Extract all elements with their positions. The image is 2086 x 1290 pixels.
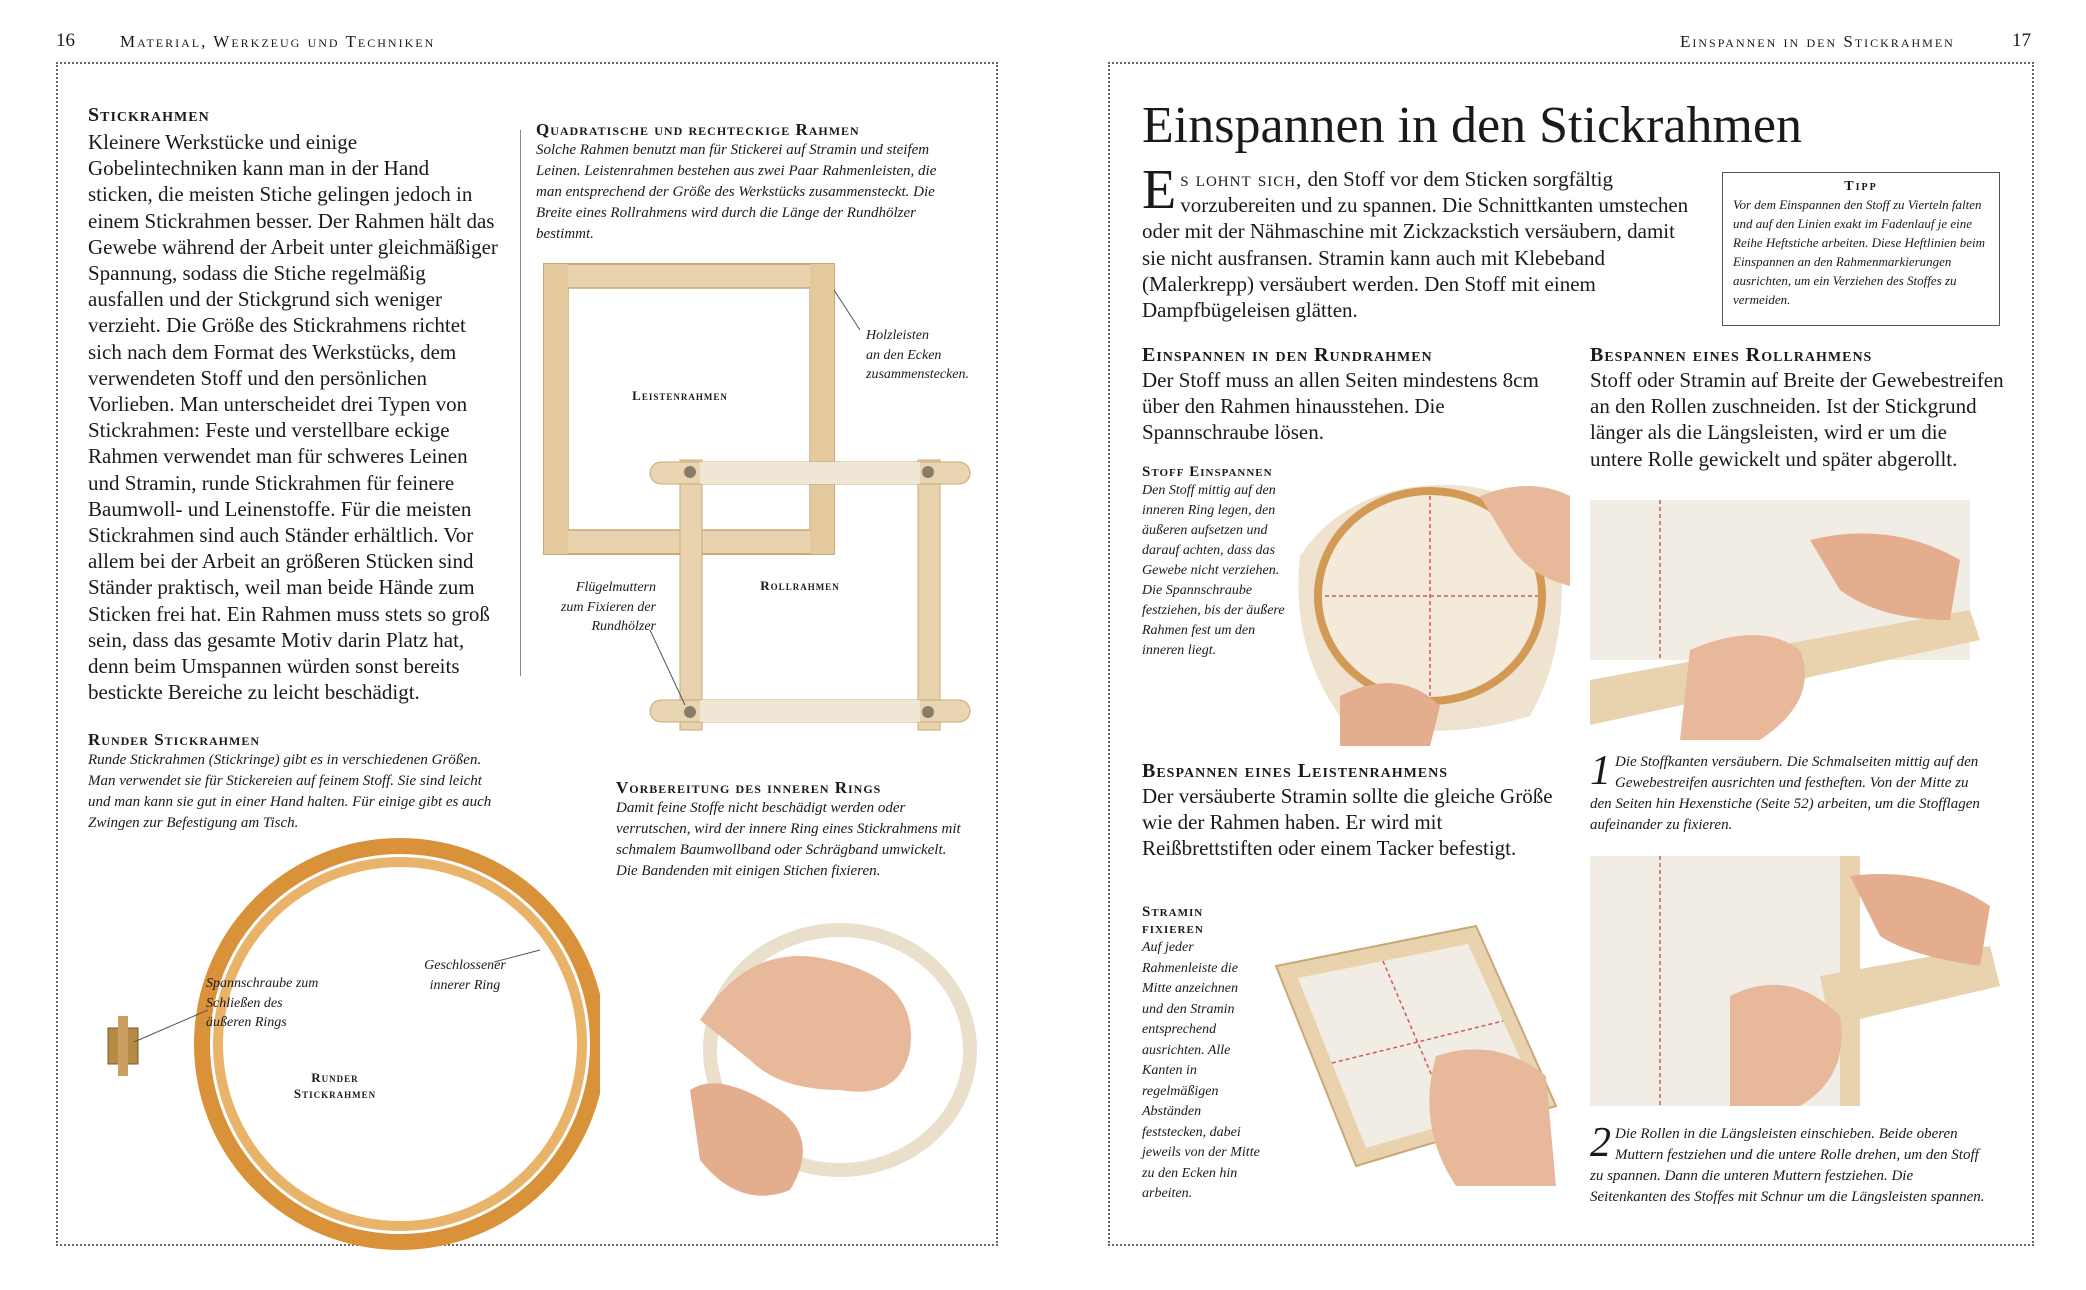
- page-number-right: 17: [2012, 30, 2031, 51]
- step2-photo: [1590, 856, 2000, 1106]
- hoop-illustration: [100, 820, 600, 1270]
- stramin-heading: Stramin fixieren: [1142, 904, 1204, 937]
- running-head-right: Einspannen in den Stickrahmen: [1680, 32, 1955, 51]
- rollrahmen-label: Rollrahmen: [760, 578, 840, 593]
- stoff-einspannen-heading: Stoff Einspannen: [1142, 464, 1273, 480]
- geschlossener-note: Geschlossener innerer Ring: [424, 958, 506, 993]
- step1-number: 1: [1590, 748, 1611, 794]
- frames-illustration: [530, 250, 990, 740]
- intro-text: den Stoff vor dem Sticken sorgfältig vorzubereiten und zu spannen. Die Schnittkanten umstechen oder mit der Nähmaschine mit Zickzackstich versäubern, damit sie nicht ausfransen. Stramin kann auch mit Klebeband (Malerkrepp) versäubert werden. Den Stoff mit einem Dampfbügeleisen glätten.: [1142, 167, 1689, 323]
- leistenrahmen-text: Der versäuberte Stramin sollte die gleiche Größe wie der Rahmen haben. Er wird mit Reißbrettstiften oder einem Tacker befestigt.: [1142, 784, 1553, 861]
- tipp-text: Vor dem Einspannen den Stoff zu Vierteln falten und auf den Linien exakt im Fadenlauf je eine Reihe Heftstiche arbeiten. Diese Heftlinien beim Einspannen an den Rahmenmarkierungen ausrichten, um ein Verziehen des Stoffes zu vermeiden.: [1733, 197, 1985, 307]
- stickrahmen-section: [88, 104, 498, 705]
- tipp-heading: Tipp: [1844, 179, 1878, 194]
- stickrahmen-text: Kleinere Werkstücke und einige Gobelintechniken kann man in der Hand sticken, die meisten Stiche gelingen jedoch in einem Stickrahmen besser. Der Rahmen hält das Gewebe während der Arbeit unter gleichmäßiger Spannung, sodass die Stiche regelmäßig ausfallen und der Stickgrund sich weniger verzieht. Die Größe des Stickrahmens richtet sich nach dem Format des Werkstücks, dem verwendeten Stoff und den persönlichen Vorlieben. Man unterscheidet drei Typen von Stickrahmen: Feste und verstellbare eckige Rahmen verwendet man für schweres Leinen und Stramin, runde Stickrahmen für feinere Baumwoll- und Leinenstoffe. Für die meisten Stickrahmen sind auch Ständer erhältlich. Vor allem bei der Arbeit an größeren Stücken sind Ständer praktisch, weil man beide Hände zum Sticken frei hat. Ein Rahmen muss stets so groß sein, dass das gesamte Motiv darin Platz hat, denn beim Umspannen würden sonst bereits bestickte Bereiche zu leicht beschädigt.: [88, 130, 498, 705]
- column-divider: [520, 130, 521, 676]
- leistenrahmen-label: Leistenrahmen: [632, 388, 728, 403]
- leistenrahmen-section: [1142, 760, 1562, 862]
- stoff-einspannen-section: [1142, 464, 1292, 661]
- page-title: Einspannen in den Stickrahmen: [1142, 97, 1802, 154]
- tipp-box: [1722, 172, 2000, 326]
- holzleisten-note: Holzleisten an den Ecken zusammenstecken.: [866, 328, 970, 382]
- running-head-left: Material, Werkzeug und Techniken: [120, 32, 436, 51]
- page-number-left: 16: [56, 30, 75, 51]
- runder-section: [88, 730, 508, 834]
- intro-smallcaps: s lohnt sich,: [1180, 167, 1303, 191]
- intro-paragraph: [1142, 159, 1698, 323]
- rollrahmen-text: Stoff oder Stramin auf Breite der Gewebestreifen an den Rollen zuschneiden. Ist der Stickgrund länger als die Längsleisten, wird er um die untere Rolle gewickelt und später abgerollt.: [1590, 368, 2004, 471]
- vorbereitung-text: Damit feine Stoffe nicht beschädigt werden oder verrutschen, wird der innere Ring eines Stickrahmens mit schmalem Baumwollband oder Schrägband umwickelt. Die Bandenden mit einigen Stichen fixieren.: [616, 800, 961, 879]
- stramin-text: Auf jeder Rahmenleiste die Mitte anzeichnen und den Stramin entsprechend ausrichten. Alle Kanten in regelmäßigen Abständen feststecken, dabei jeweils von der Mitte zu den Ecken hin arbeiten.: [1142, 940, 1260, 1201]
- spannschraube-note: Spannschraube zum Schließen des äußeren Rings: [206, 976, 319, 1030]
- rollrahmen-section: [1590, 344, 2004, 472]
- step1: [1590, 748, 1990, 836]
- rollrahmen-heading: Bespannen eines Rollrahmens: [1590, 344, 1873, 366]
- canvas-frame-photo: [1236, 906, 1576, 1206]
- vorbereitung-heading: Vorbereitung des inneren Rings: [616, 778, 882, 797]
- ring-wrap-photo: [660, 900, 980, 1220]
- quadratisch-text: Solche Rahmen benutzt man für Stickerei auf Stramin und steifem Leinen. Leistenrahmen bestehen aus zwei Paar Rahmenleisten, die man entsprechend der Größe des Werkstücks zusammensteckt. Die Breite eines Rollrahmens wird durch die Länge der Rundhölzer bestimmt.: [536, 142, 937, 242]
- leistenrahmen-heading: Bespannen eines Leistenrahmens: [1142, 760, 1449, 782]
- vorbereitung-section: [616, 778, 962, 882]
- stickrahmen-heading: Stickrahmen: [88, 104, 210, 126]
- runder-heading: Runder Stickrahmen: [88, 730, 260, 749]
- runder-text: Runde Stickrahmen (Stickringe) gibt es in verschiedenen Größen. Man verwendet sie für Stickereien auf feinem Stoff. Sie sind leicht und man kann sie gut in einer Hand halten. Für einige gibt es auch Zwingen zur Befestigung am Tisch.: [88, 752, 492, 831]
- stoff-einspannen-text: Den Stoff mittig auf den inneren Ring legen, den äußeren aufsetzen und darauf achten, dass das Gewebe nicht verziehen. Die Spannschraube festziehen, bis der äußere Rahmen fest um den inneren liegt.: [1142, 483, 1285, 658]
- hoop-fabric-photo: [1280, 466, 1580, 746]
- step2-number: 2: [1590, 1120, 1611, 1166]
- rundrahmen-heading: Einspannen in den Rundrahmen: [1142, 344, 1433, 366]
- quadratisch-section: [536, 120, 946, 245]
- step1-photo: [1590, 500, 2000, 740]
- step1-text: Die Stoffkanten versäubern. Die Schmalseiten mittig auf den Gewebestreifen ausrichten und festheften. Von der Mitte zu den Seiten hin Hexenstiche (Seite 52) arbeiten, um die Stofflagen aufeinander zu fixieren.: [1590, 754, 1980, 833]
- rundrahmen-text: Der Stoff muss an allen Seiten mindestens 8cm über den Rahmen hinausstehen. Die Spannschraube lösen.: [1142, 368, 1539, 445]
- step2-text: Die Rollen in die Längsleisten einschieben. Beide oberen Muttern festziehen und die untere Rolle drehen, um den Stoff zu spannen. Dann die unteren Muttern festziehen. Die Seitenkanten des Stoffes mit Schnur um die Längsleisten spannen.: [1590, 1126, 1985, 1205]
- step2: [1590, 1120, 1990, 1208]
- quadratisch-heading: Quadratische und rechteckige Rahmen: [536, 120, 860, 139]
- rundrahmen-section: [1142, 344, 1562, 446]
- fluegelmuttern-note: Flügelmuttern zum Fixieren der Rundhölzer: [560, 580, 656, 634]
- intro-dropcap: E: [1142, 159, 1177, 221]
- runder-stickrahmen-label: Runder Stickrahmen: [293, 1070, 377, 1101]
